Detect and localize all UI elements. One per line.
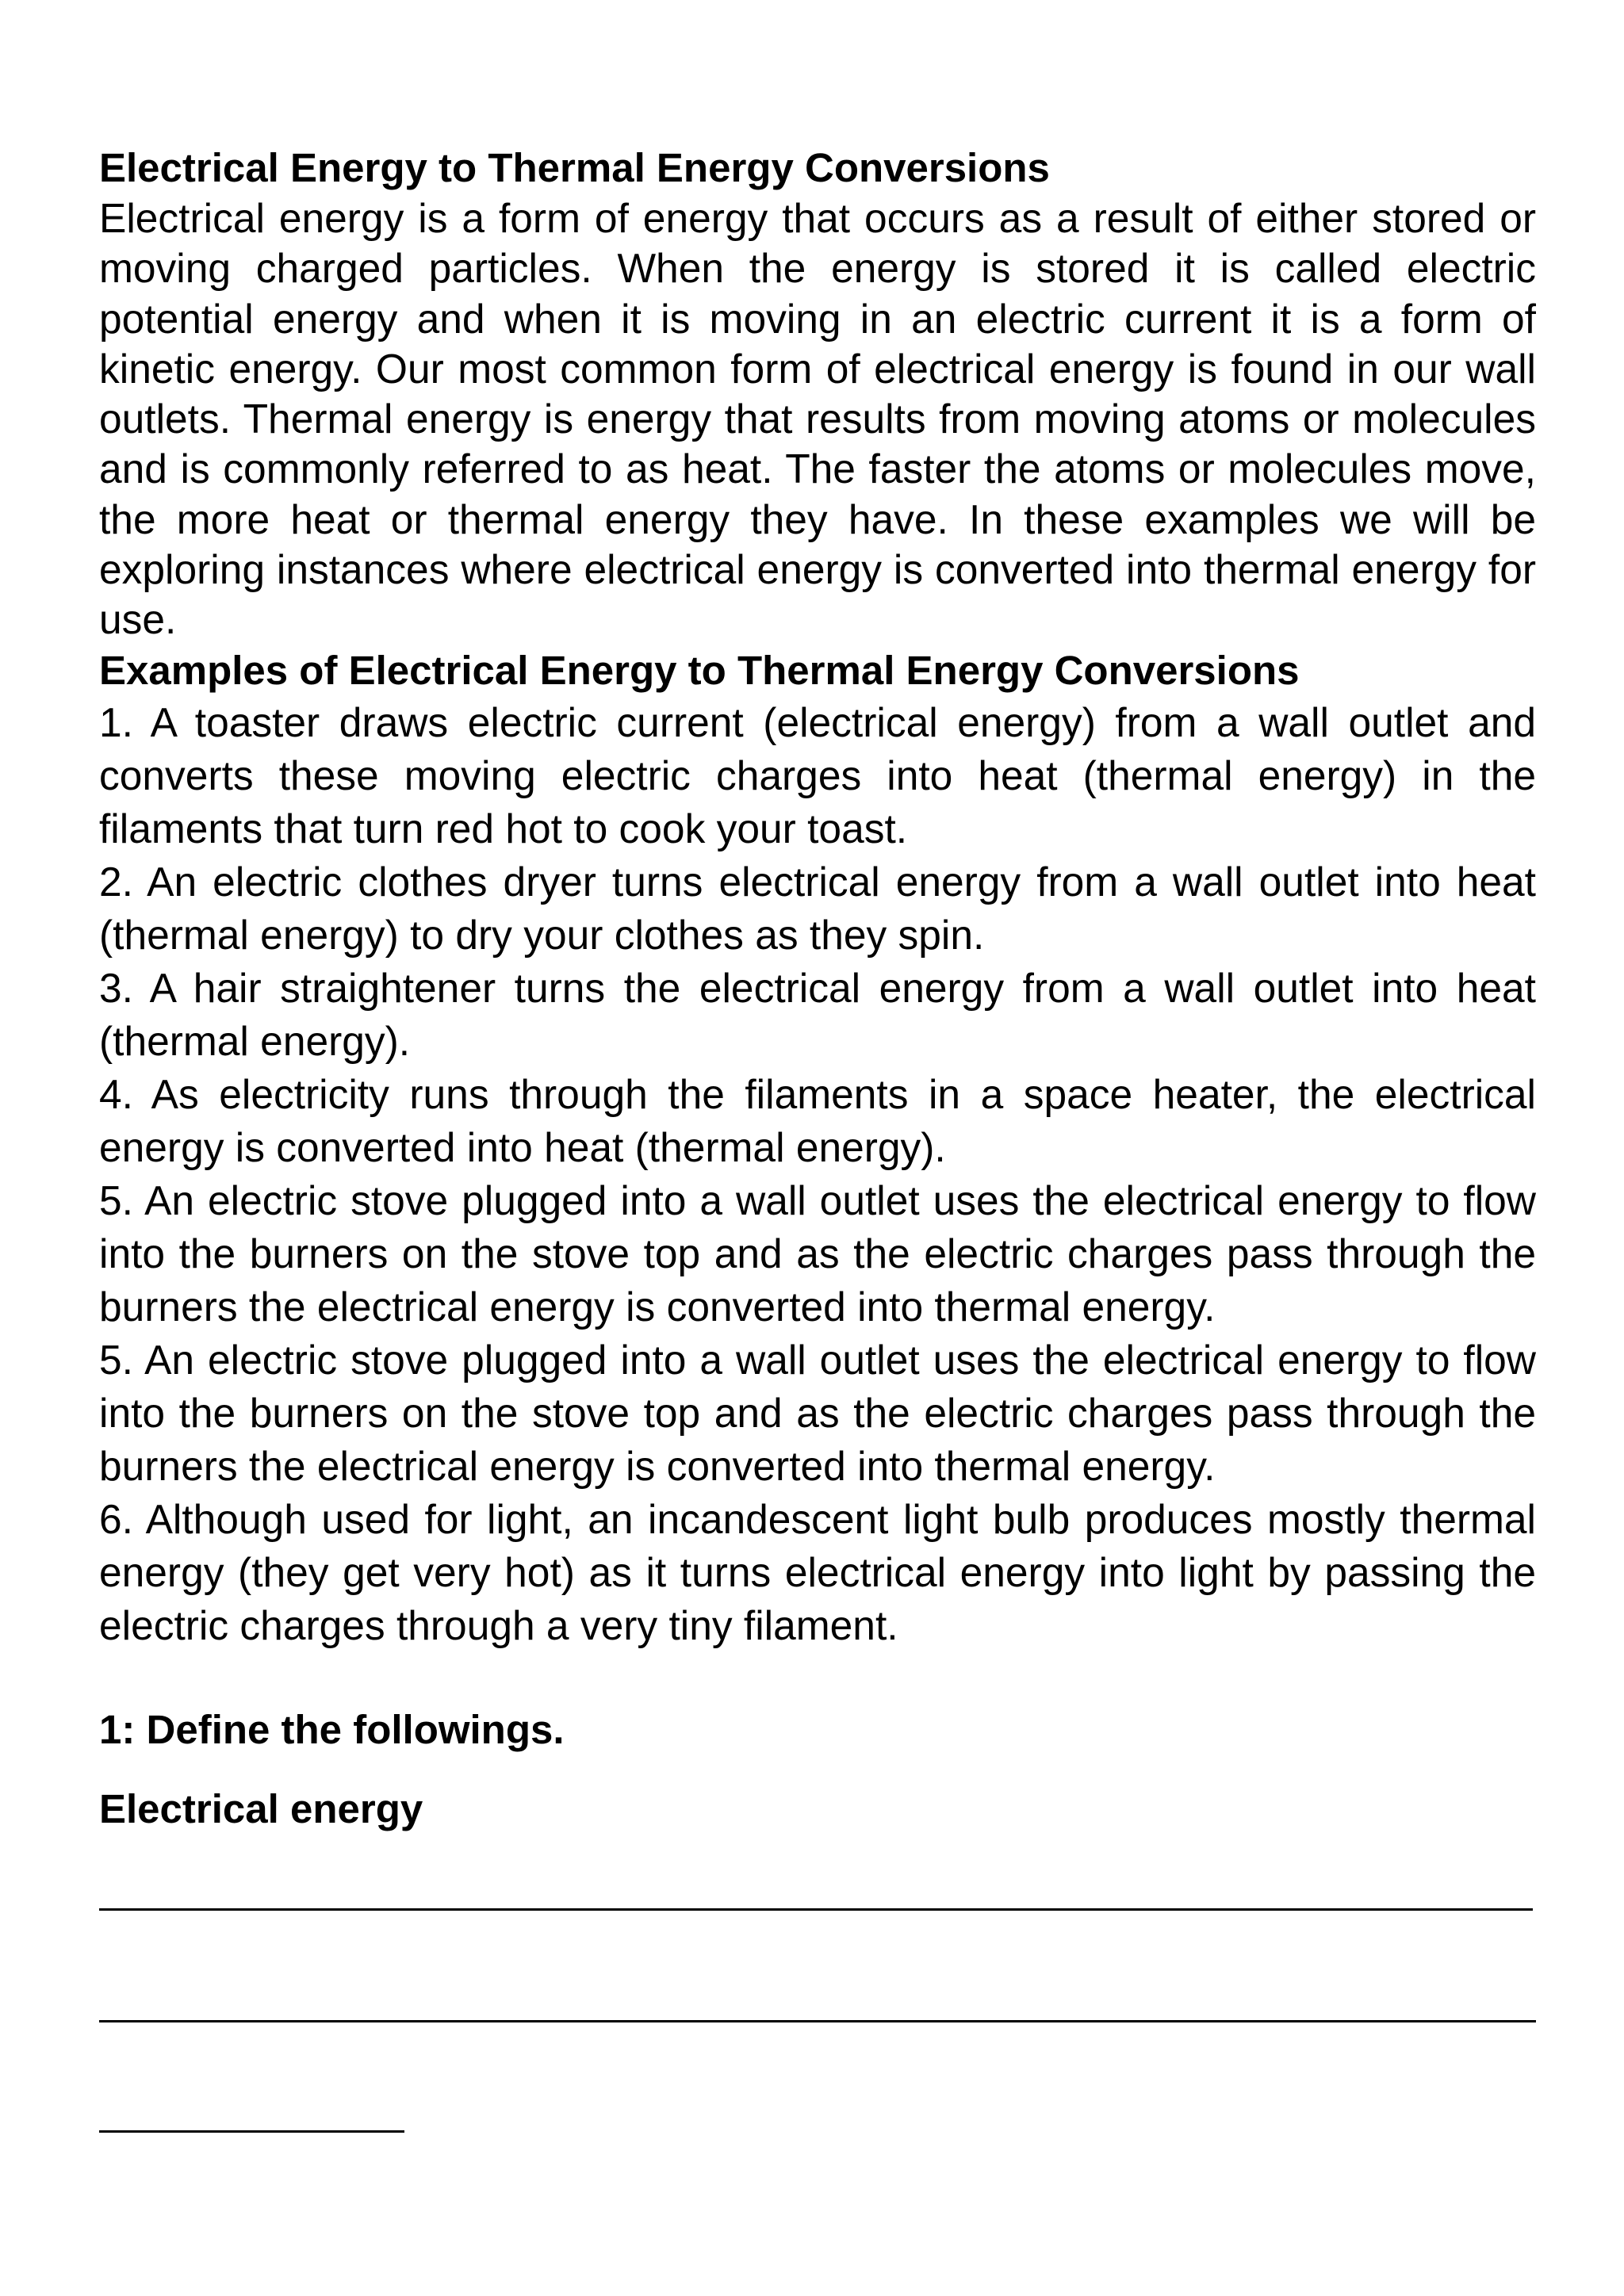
example-item: 6. Although used for light, an incandescent light bulb produces mostly thermal energy (they get very hot) as it turns electrical energy into light by passing the electric charges through a very tiny filament. <box>99 1495 1536 1648</box>
answer-line[interactable] <box>99 2020 1536 2022</box>
example-item: 4. As electricity runs through the filaments in a space heater, the electrical energy is converted into heat (thermal energy). <box>99 1070 1536 1170</box>
example-item: 1. A toaster draws electric current (electrical energy) from a wall outlet and converts these moving electric charges into heat (thermal energy) in the filaments that turn red hot to cook your toast. <box>99 698 1536 851</box>
document-title: Electrical Energy to Thermal Energy Conversions <box>99 145 1050 190</box>
question-heading: 1: Define the followings. <box>99 1706 565 1752</box>
example-item: 5. An electric stove plugged into a wall outlet uses the electrical energy to flow into the burners on the stove top and as the electric charges pass through the burners the electrical energy is converted into thermal energy. <box>99 1177 1536 1330</box>
answer-line[interactable] <box>99 2130 404 2133</box>
example-item: 3. A hair straightener turns the electrical energy from a wall outlet into heat (thermal energy). <box>99 964 1536 1064</box>
term-label: Electrical energy <box>99 1785 423 1831</box>
examples-list <box>99 696 1536 1652</box>
example-item: 2. An electric clothes dryer turns electrical energy from a wall outlet into heat (thermal energy) to dry your clothes as they spin. <box>99 858 1536 958</box>
answer-line[interactable] <box>99 1908 1533 1911</box>
example-item: 5. An electric stove plugged into a wall outlet uses the electrical energy to flow into the burners on the stove top and as the electric charges pass through the burners the electrical energy is converted into thermal energy. <box>99 1336 1536 1489</box>
intro-paragraph: Electrical energy is a form of energy that occurs as a result of either stored or moving charged particles. When the energy is stored it is called electric potential energy and when it is moving in an electric current it is a form of kinetic energy. Our most common form of electrical energy is found in our wall outlets. Thermal energy is energy that results from moving atoms or molecules and is commonly referred to as heat. The faster the atoms or molecules move, the more heat or thermal energy they have. In these examples we will be exploring instances where electrical energy is converted into thermal energy for use. <box>99 195 1536 643</box>
worksheet-page <box>99 143 1536 2133</box>
examples-heading: Examples of Electrical Energy to Thermal Energy Conversions <box>99 647 1300 693</box>
